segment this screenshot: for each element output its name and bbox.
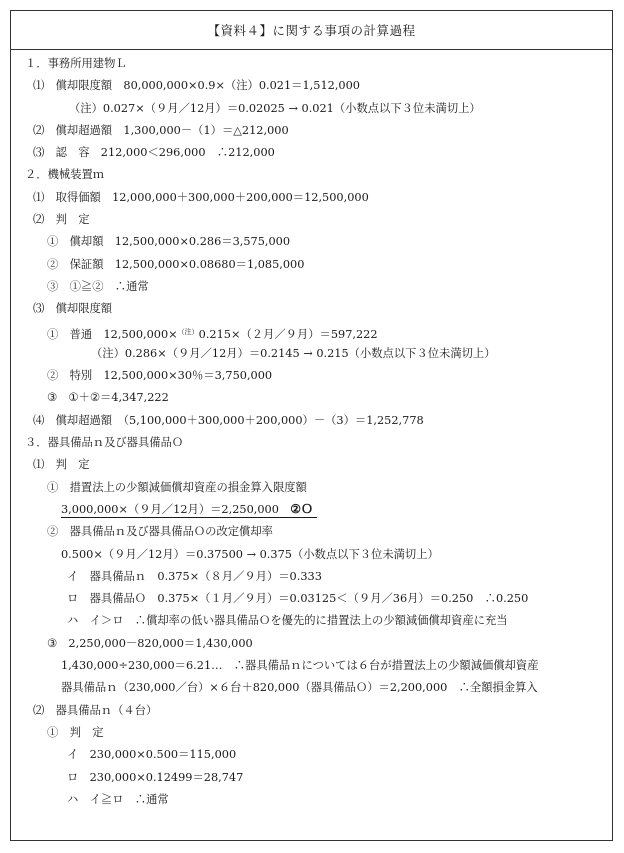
underlined-line <box>11 499 612 521</box>
text-line: ③ ①＋②＝4,347,222 <box>47 391 169 405</box>
text-line: ⑴ 償却限度額 80,000,000×0.9×（注）0.021＝1,512,000 <box>33 79 360 93</box>
text-line: ⑵ 器具備品ｎ（４台） <box>33 703 158 717</box>
calculation-document <box>10 10 613 841</box>
text-line <box>11 321 612 343</box>
text-line: ② 器具備品ｎ及び器具備品Ｏの改定償却率 <box>47 525 273 539</box>
section-heading: １．事務所用建物Ｌ <box>25 57 127 70</box>
text-line: ① 措置法上の少額減価償却資産の損金算入限度額 <box>47 480 307 494</box>
marker-label: ②Ｏ <box>290 501 313 516</box>
text-line: ① 償却額 12,500,000×0.286＝3,575,000 <box>47 235 291 249</box>
line-part: 3,000,000×（９月／12月）＝2,250,000 <box>61 502 279 516</box>
text-line: イ 230,000×0.500＝115,000 <box>67 748 237 762</box>
text-line: 1,430,000÷230,000＝6.21… ∴器具備品ｎについては６台が措置法上の少額減価償却資産 <box>61 659 539 673</box>
text-line: 0.500×（９月／12月）＝0.37500 → 0.375（小数点以下３位未満切上） <box>61 547 439 561</box>
text-line: ⑷ 償却超過額 （5,100,000＋300,000＋200,000）－（3）＝1,252,778 <box>33 413 424 427</box>
text-line: ロ 器具備品Ｏ 0.375×（１月／９月）＝0.03125＜（９月／36月）＝0.250 ∴0.250 <box>67 592 529 606</box>
text-line: ⑴ 判 定 <box>33 458 90 472</box>
document-title: 【資料４】に関する事項の計算過程 <box>11 11 612 50</box>
section-heading: ３．器具備品ｎ及び器具備品Ｏ <box>25 436 184 450</box>
section-heading: ２．機械装置ｍ <box>25 168 105 182</box>
underlined-result <box>61 502 317 518</box>
text-line: ⑵ 判 定 <box>33 213 90 227</box>
text-line: ② 特別 12,500,000×30％＝3,750,000 <box>47 369 273 383</box>
text-line: ① 判 定 <box>47 725 104 739</box>
text-line: ⑶ 償却限度額 <box>33 302 113 316</box>
note-line: （注）0.286×（９月／12月）＝0.2145 → 0.215（小数点以下３位未満切上） <box>91 346 496 360</box>
text-line: ロ 230,000×0.12499＝28,747 <box>67 770 244 784</box>
text-line: ⑴ 取得価額 12,000,000＋300,000＋200,000＝12,500,000 <box>33 190 369 204</box>
text-line: イ 器具備品ｎ 0.375×（８月／９月）＝0.333 <box>67 569 322 583</box>
document-body <box>11 50 612 811</box>
text-line: ③ 2,250,000－820,000＝1,430,000 <box>47 636 253 650</box>
note-superscript: （注） <box>177 327 199 336</box>
text-line: ② 保証額 12,500,000×0.08680＝1,085,000 <box>47 257 305 271</box>
text-line: ⑶ 認 容 212,000＜296,000 ∴212,000 <box>33 146 275 160</box>
line-part: ① 普通 12,500,000× <box>47 327 178 341</box>
note-line: （注）0.027×（９月／12月）＝0.02025 → 0.021（小数点以下３位未満切上） <box>69 101 481 115</box>
text-line: ハ イ＞ロ ∴償却率の低い器具備品Ｏを優先的に措置法上の少額減価償却資産に充当 <box>67 614 508 628</box>
text-line: ⑵ 償却超過額 1,300,000－（1）＝△212,000 <box>33 123 289 137</box>
text-line: ③ ①≧② ∴通常 <box>47 279 149 293</box>
text-line: ハ イ≧ロ ∴通常 <box>67 792 169 806</box>
line-part: 0.215×（２月／９月）＝597,222 <box>198 327 378 341</box>
text-line: 器具備品ｎ（230,000／台）×６台＋820,000（器具備品Ｏ）＝2,200,000 ∴全額損金算入 <box>61 681 538 695</box>
